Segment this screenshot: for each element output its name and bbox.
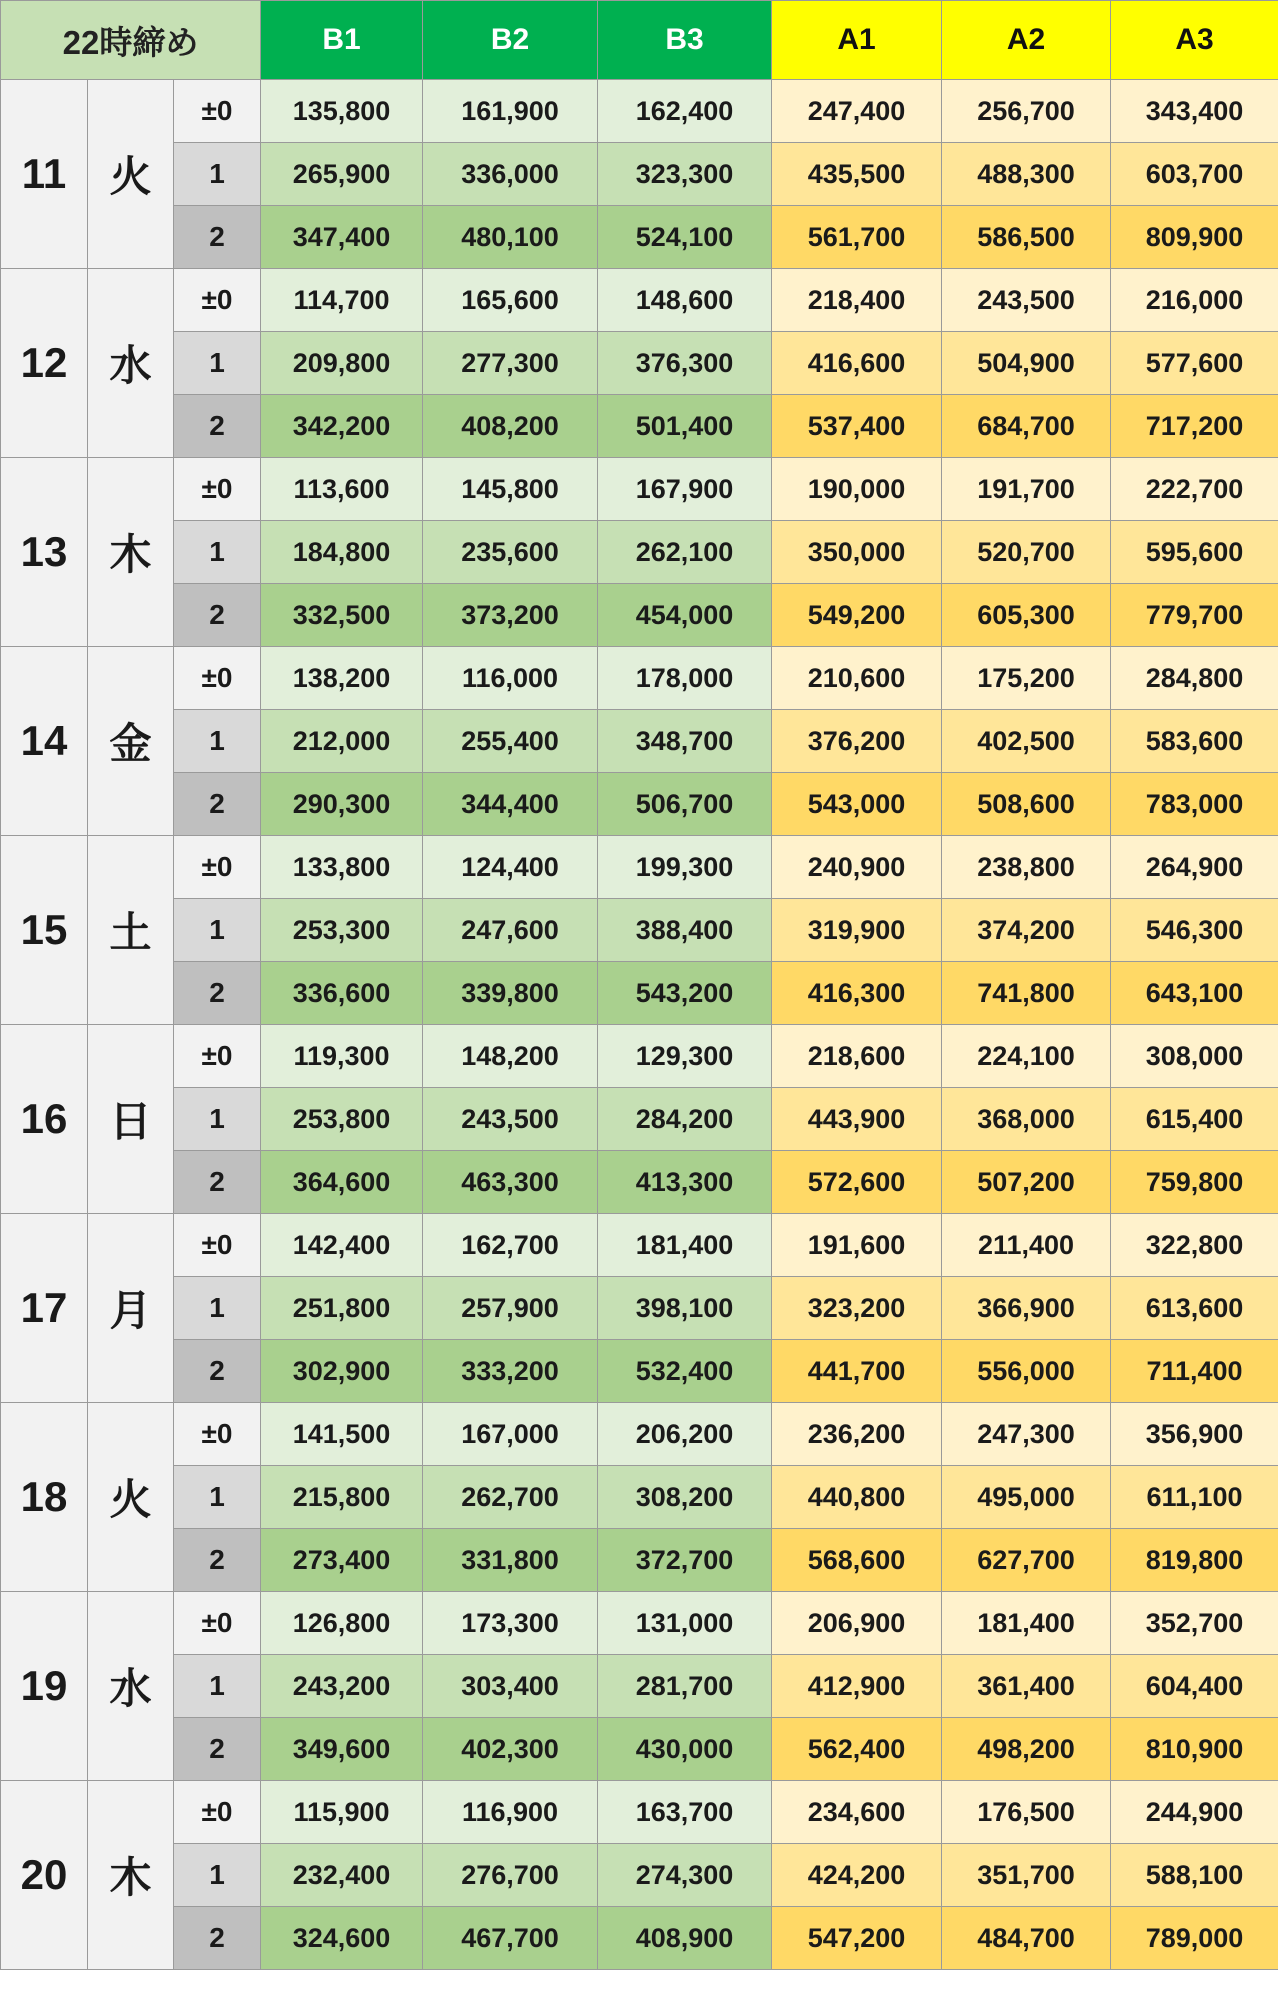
level-label: 2	[174, 962, 261, 1025]
value-cell-a1: 549,200	[772, 584, 942, 647]
value-cell-b2: 116,900	[423, 1781, 598, 1844]
value-cell-b2: 373,200	[423, 584, 598, 647]
value-cell-b3: 543,200	[598, 962, 772, 1025]
value-cell-a3: 343,400	[1111, 80, 1278, 143]
value-cell-b3: 131,000	[598, 1592, 772, 1655]
value-cell-b2: 262,700	[423, 1466, 598, 1529]
value-cell-a3: 603,700	[1111, 143, 1278, 206]
value-cell-b3: 167,900	[598, 458, 772, 521]
value-cell-a2: 351,700	[942, 1844, 1111, 1907]
value-cell-a2: 484,700	[942, 1907, 1111, 1970]
value-cell-a3: 809,900	[1111, 206, 1278, 269]
value-cell-b1: 290,300	[261, 773, 423, 836]
table-row	[1, 647, 1278, 710]
value-cell-a2: 504,900	[942, 332, 1111, 395]
value-cell-b3: 501,400	[598, 395, 772, 458]
value-cell-b1: 115,900	[261, 1781, 423, 1844]
value-cell-b2: 344,400	[423, 773, 598, 836]
table-row	[1, 1844, 1278, 1907]
value-cell-b2: 257,900	[423, 1277, 598, 1340]
value-cell-b2: 480,100	[423, 206, 598, 269]
value-cell-b3: 372,700	[598, 1529, 772, 1592]
value-cell-b1: 336,600	[261, 962, 423, 1025]
table-row	[1, 80, 1278, 143]
table-body	[1, 80, 1278, 1970]
value-cell-a1: 440,800	[772, 1466, 942, 1529]
value-cell-b2: 331,800	[423, 1529, 598, 1592]
level-label: 2	[174, 1718, 261, 1781]
value-cell-a3: 711,400	[1111, 1340, 1278, 1403]
value-cell-b2: 333,200	[423, 1340, 598, 1403]
level-label: ±0	[174, 458, 261, 521]
value-cell-b1: 265,900	[261, 143, 423, 206]
table-row	[1, 1907, 1278, 1970]
value-cell-a1: 412,900	[772, 1655, 942, 1718]
value-cell-b1: 251,800	[261, 1277, 423, 1340]
value-cell-b3: 532,400	[598, 1340, 772, 1403]
column-header-a3: A3	[1111, 1, 1278, 80]
value-cell-a2: 256,700	[942, 80, 1111, 143]
value-cell-a2: 191,700	[942, 458, 1111, 521]
value-cell-a2: 627,700	[942, 1529, 1111, 1592]
table-row	[1, 1655, 1278, 1718]
weekday: 金	[88, 647, 174, 836]
value-cell-b3: 162,400	[598, 80, 772, 143]
value-cell-b3: 284,200	[598, 1088, 772, 1151]
level-label: ±0	[174, 1781, 261, 1844]
value-cell-a2: 176,500	[942, 1781, 1111, 1844]
column-header-b2: B2	[423, 1, 598, 80]
value-cell-b3: 524,100	[598, 206, 772, 269]
table-row	[1, 1718, 1278, 1781]
value-cell-a3: 216,000	[1111, 269, 1278, 332]
weekday: 土	[88, 836, 174, 1025]
value-cell-a1: 416,300	[772, 962, 942, 1025]
value-cell-a2: 605,300	[942, 584, 1111, 647]
value-cell-b3: 398,100	[598, 1277, 772, 1340]
value-cell-b2: 167,000	[423, 1403, 598, 1466]
value-cell-b2: 303,400	[423, 1655, 598, 1718]
day-number: 20	[1, 1781, 88, 1970]
column-header-b1: B1	[261, 1, 423, 80]
day-number: 17	[1, 1214, 88, 1403]
day-number: 13	[1, 458, 88, 647]
day-number: 12	[1, 269, 88, 458]
value-cell-a3: 588,100	[1111, 1844, 1278, 1907]
level-label: 1	[174, 710, 261, 773]
value-cell-a3: 577,600	[1111, 332, 1278, 395]
value-cell-b1: 347,400	[261, 206, 423, 269]
value-cell-a2: 238,800	[942, 836, 1111, 899]
value-cell-a1: 376,200	[772, 710, 942, 773]
value-cell-a1: 240,900	[772, 836, 942, 899]
column-header-a1: A1	[772, 1, 942, 80]
value-cell-a1: 543,000	[772, 773, 942, 836]
value-cell-a2: 366,900	[942, 1277, 1111, 1340]
level-label: ±0	[174, 269, 261, 332]
value-cell-b3: 413,300	[598, 1151, 772, 1214]
table-row	[1, 1151, 1278, 1214]
value-cell-b2: 255,400	[423, 710, 598, 773]
value-cell-b2: 402,300	[423, 1718, 598, 1781]
weekday: 日	[88, 1025, 174, 1214]
value-cell-a3: 244,900	[1111, 1781, 1278, 1844]
value-cell-b1: 133,800	[261, 836, 423, 899]
value-cell-a3: 819,800	[1111, 1529, 1278, 1592]
value-cell-a1: 236,200	[772, 1403, 942, 1466]
level-label: 2	[174, 773, 261, 836]
table-row	[1, 962, 1278, 1025]
value-cell-a3: 352,700	[1111, 1592, 1278, 1655]
table-row	[1, 458, 1278, 521]
value-cell-a3: 583,600	[1111, 710, 1278, 773]
value-cell-b1: 302,900	[261, 1340, 423, 1403]
table-row	[1, 1403, 1278, 1466]
table-row	[1, 773, 1278, 836]
table-row	[1, 332, 1278, 395]
value-cell-a3: 643,100	[1111, 962, 1278, 1025]
value-cell-a3: 810,900	[1111, 1718, 1278, 1781]
level-label: 1	[174, 1466, 261, 1529]
value-cell-b1: 232,400	[261, 1844, 423, 1907]
value-cell-b1: 324,600	[261, 1907, 423, 1970]
level-label: 1	[174, 1655, 261, 1718]
table-row	[1, 1340, 1278, 1403]
value-cell-b2: 173,300	[423, 1592, 598, 1655]
level-label: 1	[174, 143, 261, 206]
day-number: 11	[1, 80, 88, 269]
column-header-b3: B3	[598, 1, 772, 80]
value-cell-a1: 547,200	[772, 1907, 942, 1970]
value-cell-a3: 613,600	[1111, 1277, 1278, 1340]
value-cell-a2: 495,000	[942, 1466, 1111, 1529]
value-cell-b3: 262,100	[598, 521, 772, 584]
value-cell-a1: 537,400	[772, 395, 942, 458]
table-row	[1, 143, 1278, 206]
table-row	[1, 1529, 1278, 1592]
table-row	[1, 1781, 1278, 1844]
day-number: 14	[1, 647, 88, 836]
value-cell-b1: 135,800	[261, 80, 423, 143]
value-cell-b1: 215,800	[261, 1466, 423, 1529]
value-cell-a1: 218,600	[772, 1025, 942, 1088]
value-cell-a2: 361,400	[942, 1655, 1111, 1718]
value-cell-a2: 181,400	[942, 1592, 1111, 1655]
value-cell-b2: 148,200	[423, 1025, 598, 1088]
table-row	[1, 584, 1278, 647]
value-cell-b2: 145,800	[423, 458, 598, 521]
header-row	[1, 1, 1278, 80]
value-cell-b2: 336,000	[423, 143, 598, 206]
value-cell-b3: 430,000	[598, 1718, 772, 1781]
value-cell-b3: 178,000	[598, 647, 772, 710]
level-label: 1	[174, 1088, 261, 1151]
value-cell-b3: 206,200	[598, 1403, 772, 1466]
value-cell-b3: 348,700	[598, 710, 772, 773]
value-cell-b3: 163,700	[598, 1781, 772, 1844]
value-cell-a1: 191,600	[772, 1214, 942, 1277]
value-cell-a1: 210,600	[772, 647, 942, 710]
value-cell-a3: 356,900	[1111, 1403, 1278, 1466]
table-row	[1, 1214, 1278, 1277]
weekday: 木	[88, 458, 174, 647]
weekday: 火	[88, 1403, 174, 1592]
value-cell-a3: 546,300	[1111, 899, 1278, 962]
value-cell-a2: 175,200	[942, 647, 1111, 710]
table-row	[1, 269, 1278, 332]
level-label: 1	[174, 521, 261, 584]
value-cell-a2: 741,800	[942, 962, 1111, 1025]
value-cell-a1: 247,400	[772, 80, 942, 143]
value-cell-b3: 376,300	[598, 332, 772, 395]
value-cell-a2: 402,500	[942, 710, 1111, 773]
value-cell-b1: 253,800	[261, 1088, 423, 1151]
value-cell-b3: 181,400	[598, 1214, 772, 1277]
value-cell-b2: 162,700	[423, 1214, 598, 1277]
value-cell-b2: 124,400	[423, 836, 598, 899]
value-cell-b1: 253,300	[261, 899, 423, 962]
table-row	[1, 1277, 1278, 1340]
level-label: 1	[174, 1277, 261, 1340]
level-label: 1	[174, 899, 261, 962]
value-cell-b3: 148,600	[598, 269, 772, 332]
value-cell-b1: 342,200	[261, 395, 423, 458]
value-cell-a2: 508,600	[942, 773, 1111, 836]
table-title: 22時締め	[1, 1, 261, 80]
value-cell-a3: 789,000	[1111, 1907, 1278, 1970]
weekday: 木	[88, 1781, 174, 1970]
value-cell-b1: 126,800	[261, 1592, 423, 1655]
value-cell-b2: 161,900	[423, 80, 598, 143]
value-cell-b1: 138,200	[261, 647, 423, 710]
value-cell-b2: 247,600	[423, 899, 598, 962]
value-cell-a2: 507,200	[942, 1151, 1111, 1214]
table-row	[1, 1088, 1278, 1151]
value-cell-a1: 416,600	[772, 332, 942, 395]
table-row	[1, 206, 1278, 269]
value-cell-b2: 467,700	[423, 1907, 598, 1970]
value-cell-a2: 247,300	[942, 1403, 1111, 1466]
value-cell-b2: 165,600	[423, 269, 598, 332]
level-label: ±0	[174, 1592, 261, 1655]
value-cell-a1: 568,600	[772, 1529, 942, 1592]
value-cell-a2: 556,000	[942, 1340, 1111, 1403]
value-cell-a1: 206,900	[772, 1592, 942, 1655]
value-cell-b1: 209,800	[261, 332, 423, 395]
weekday: 月	[88, 1214, 174, 1403]
value-cell-a3: 222,700	[1111, 458, 1278, 521]
value-cell-b1: 243,200	[261, 1655, 423, 1718]
value-cell-b2: 277,300	[423, 332, 598, 395]
value-cell-b3: 199,300	[598, 836, 772, 899]
table-row	[1, 1025, 1278, 1088]
value-cell-b1: 273,400	[261, 1529, 423, 1592]
table-row	[1, 710, 1278, 773]
value-cell-a3: 308,000	[1111, 1025, 1278, 1088]
value-cell-b2: 339,800	[423, 962, 598, 1025]
value-cell-b1: 364,600	[261, 1151, 423, 1214]
value-cell-a1: 190,000	[772, 458, 942, 521]
value-cell-b1: 142,400	[261, 1214, 423, 1277]
value-cell-a3: 284,800	[1111, 647, 1278, 710]
value-cell-b3: 506,700	[598, 773, 772, 836]
level-label: 2	[174, 1340, 261, 1403]
value-cell-a1: 234,600	[772, 1781, 942, 1844]
value-cell-a2: 368,000	[942, 1088, 1111, 1151]
day-number: 16	[1, 1025, 88, 1214]
table-row	[1, 899, 1278, 962]
value-cell-a3: 779,700	[1111, 584, 1278, 647]
value-cell-a3: 322,800	[1111, 1214, 1278, 1277]
value-cell-a1: 561,700	[772, 206, 942, 269]
table-row	[1, 395, 1278, 458]
value-cell-a1: 350,000	[772, 521, 942, 584]
value-cell-a2: 520,700	[942, 521, 1111, 584]
value-cell-a1: 218,400	[772, 269, 942, 332]
table-row	[1, 1592, 1278, 1655]
column-header-a2: A2	[942, 1, 1111, 80]
level-label: ±0	[174, 1214, 261, 1277]
value-cell-b2: 463,300	[423, 1151, 598, 1214]
value-cell-b1: 332,500	[261, 584, 423, 647]
value-cell-a2: 498,200	[942, 1718, 1111, 1781]
value-cell-a1: 441,700	[772, 1340, 942, 1403]
weekday: 火	[88, 80, 174, 269]
value-cell-a2: 684,700	[942, 395, 1111, 458]
value-cell-a2: 243,500	[942, 269, 1111, 332]
level-label: 1	[174, 332, 261, 395]
value-cell-b2: 276,700	[423, 1844, 598, 1907]
level-label: ±0	[174, 1403, 261, 1466]
value-cell-a2: 374,200	[942, 899, 1111, 962]
value-cell-a3: 595,600	[1111, 521, 1278, 584]
value-cell-b3: 308,200	[598, 1466, 772, 1529]
day-number: 15	[1, 836, 88, 1025]
value-cell-a1: 572,600	[772, 1151, 942, 1214]
value-cell-a3: 717,200	[1111, 395, 1278, 458]
value-cell-b1: 349,600	[261, 1718, 423, 1781]
level-label: 1	[174, 1844, 261, 1907]
value-cell-b1: 141,500	[261, 1403, 423, 1466]
value-cell-a2: 488,300	[942, 143, 1111, 206]
value-cell-a3: 615,400	[1111, 1088, 1278, 1151]
value-cell-a2: 586,500	[942, 206, 1111, 269]
value-cell-b3: 454,000	[598, 584, 772, 647]
value-cell-a1: 319,900	[772, 899, 942, 962]
level-label: 2	[174, 1907, 261, 1970]
value-cell-b3: 323,300	[598, 143, 772, 206]
value-cell-a3: 759,800	[1111, 1151, 1278, 1214]
day-number: 19	[1, 1592, 88, 1781]
table-row	[1, 1466, 1278, 1529]
value-cell-b1: 212,000	[261, 710, 423, 773]
value-cell-b1: 119,300	[261, 1025, 423, 1088]
value-cell-b2: 408,200	[423, 395, 598, 458]
value-cell-a2: 211,400	[942, 1214, 1111, 1277]
value-cell-a1: 443,900	[772, 1088, 942, 1151]
value-cell-a3: 611,100	[1111, 1466, 1278, 1529]
weekday: 水	[88, 269, 174, 458]
value-cell-a1: 323,200	[772, 1277, 942, 1340]
value-cell-b3: 281,700	[598, 1655, 772, 1718]
level-label: 2	[174, 1529, 261, 1592]
value-cell-a3: 264,900	[1111, 836, 1278, 899]
level-label: 2	[174, 206, 261, 269]
value-cell-b3: 388,400	[598, 899, 772, 962]
table-row	[1, 521, 1278, 584]
value-cell-a3: 604,400	[1111, 1655, 1278, 1718]
value-cell-a2: 224,100	[942, 1025, 1111, 1088]
value-cell-a1: 424,200	[772, 1844, 942, 1907]
value-cell-a1: 435,500	[772, 143, 942, 206]
table-row	[1, 836, 1278, 899]
day-number: 18	[1, 1403, 88, 1592]
value-cell-b2: 116,000	[423, 647, 598, 710]
value-cell-b3: 408,900	[598, 1907, 772, 1970]
level-label: 2	[174, 395, 261, 458]
level-label: ±0	[174, 80, 261, 143]
value-cell-b1: 113,600	[261, 458, 423, 521]
level-label: 2	[174, 584, 261, 647]
weekday: 水	[88, 1592, 174, 1781]
value-cell-b2: 235,600	[423, 521, 598, 584]
value-cell-b3: 129,300	[598, 1025, 772, 1088]
level-label: ±0	[174, 647, 261, 710]
level-label: ±0	[174, 1025, 261, 1088]
value-cell-a3: 783,000	[1111, 773, 1278, 836]
level-label: 2	[174, 1151, 261, 1214]
value-cell-a1: 562,400	[772, 1718, 942, 1781]
value-cell-b3: 274,300	[598, 1844, 772, 1907]
level-label: ±0	[174, 836, 261, 899]
value-cell-b2: 243,500	[423, 1088, 598, 1151]
value-cell-b1: 184,800	[261, 521, 423, 584]
value-cell-b1: 114,700	[261, 269, 423, 332]
